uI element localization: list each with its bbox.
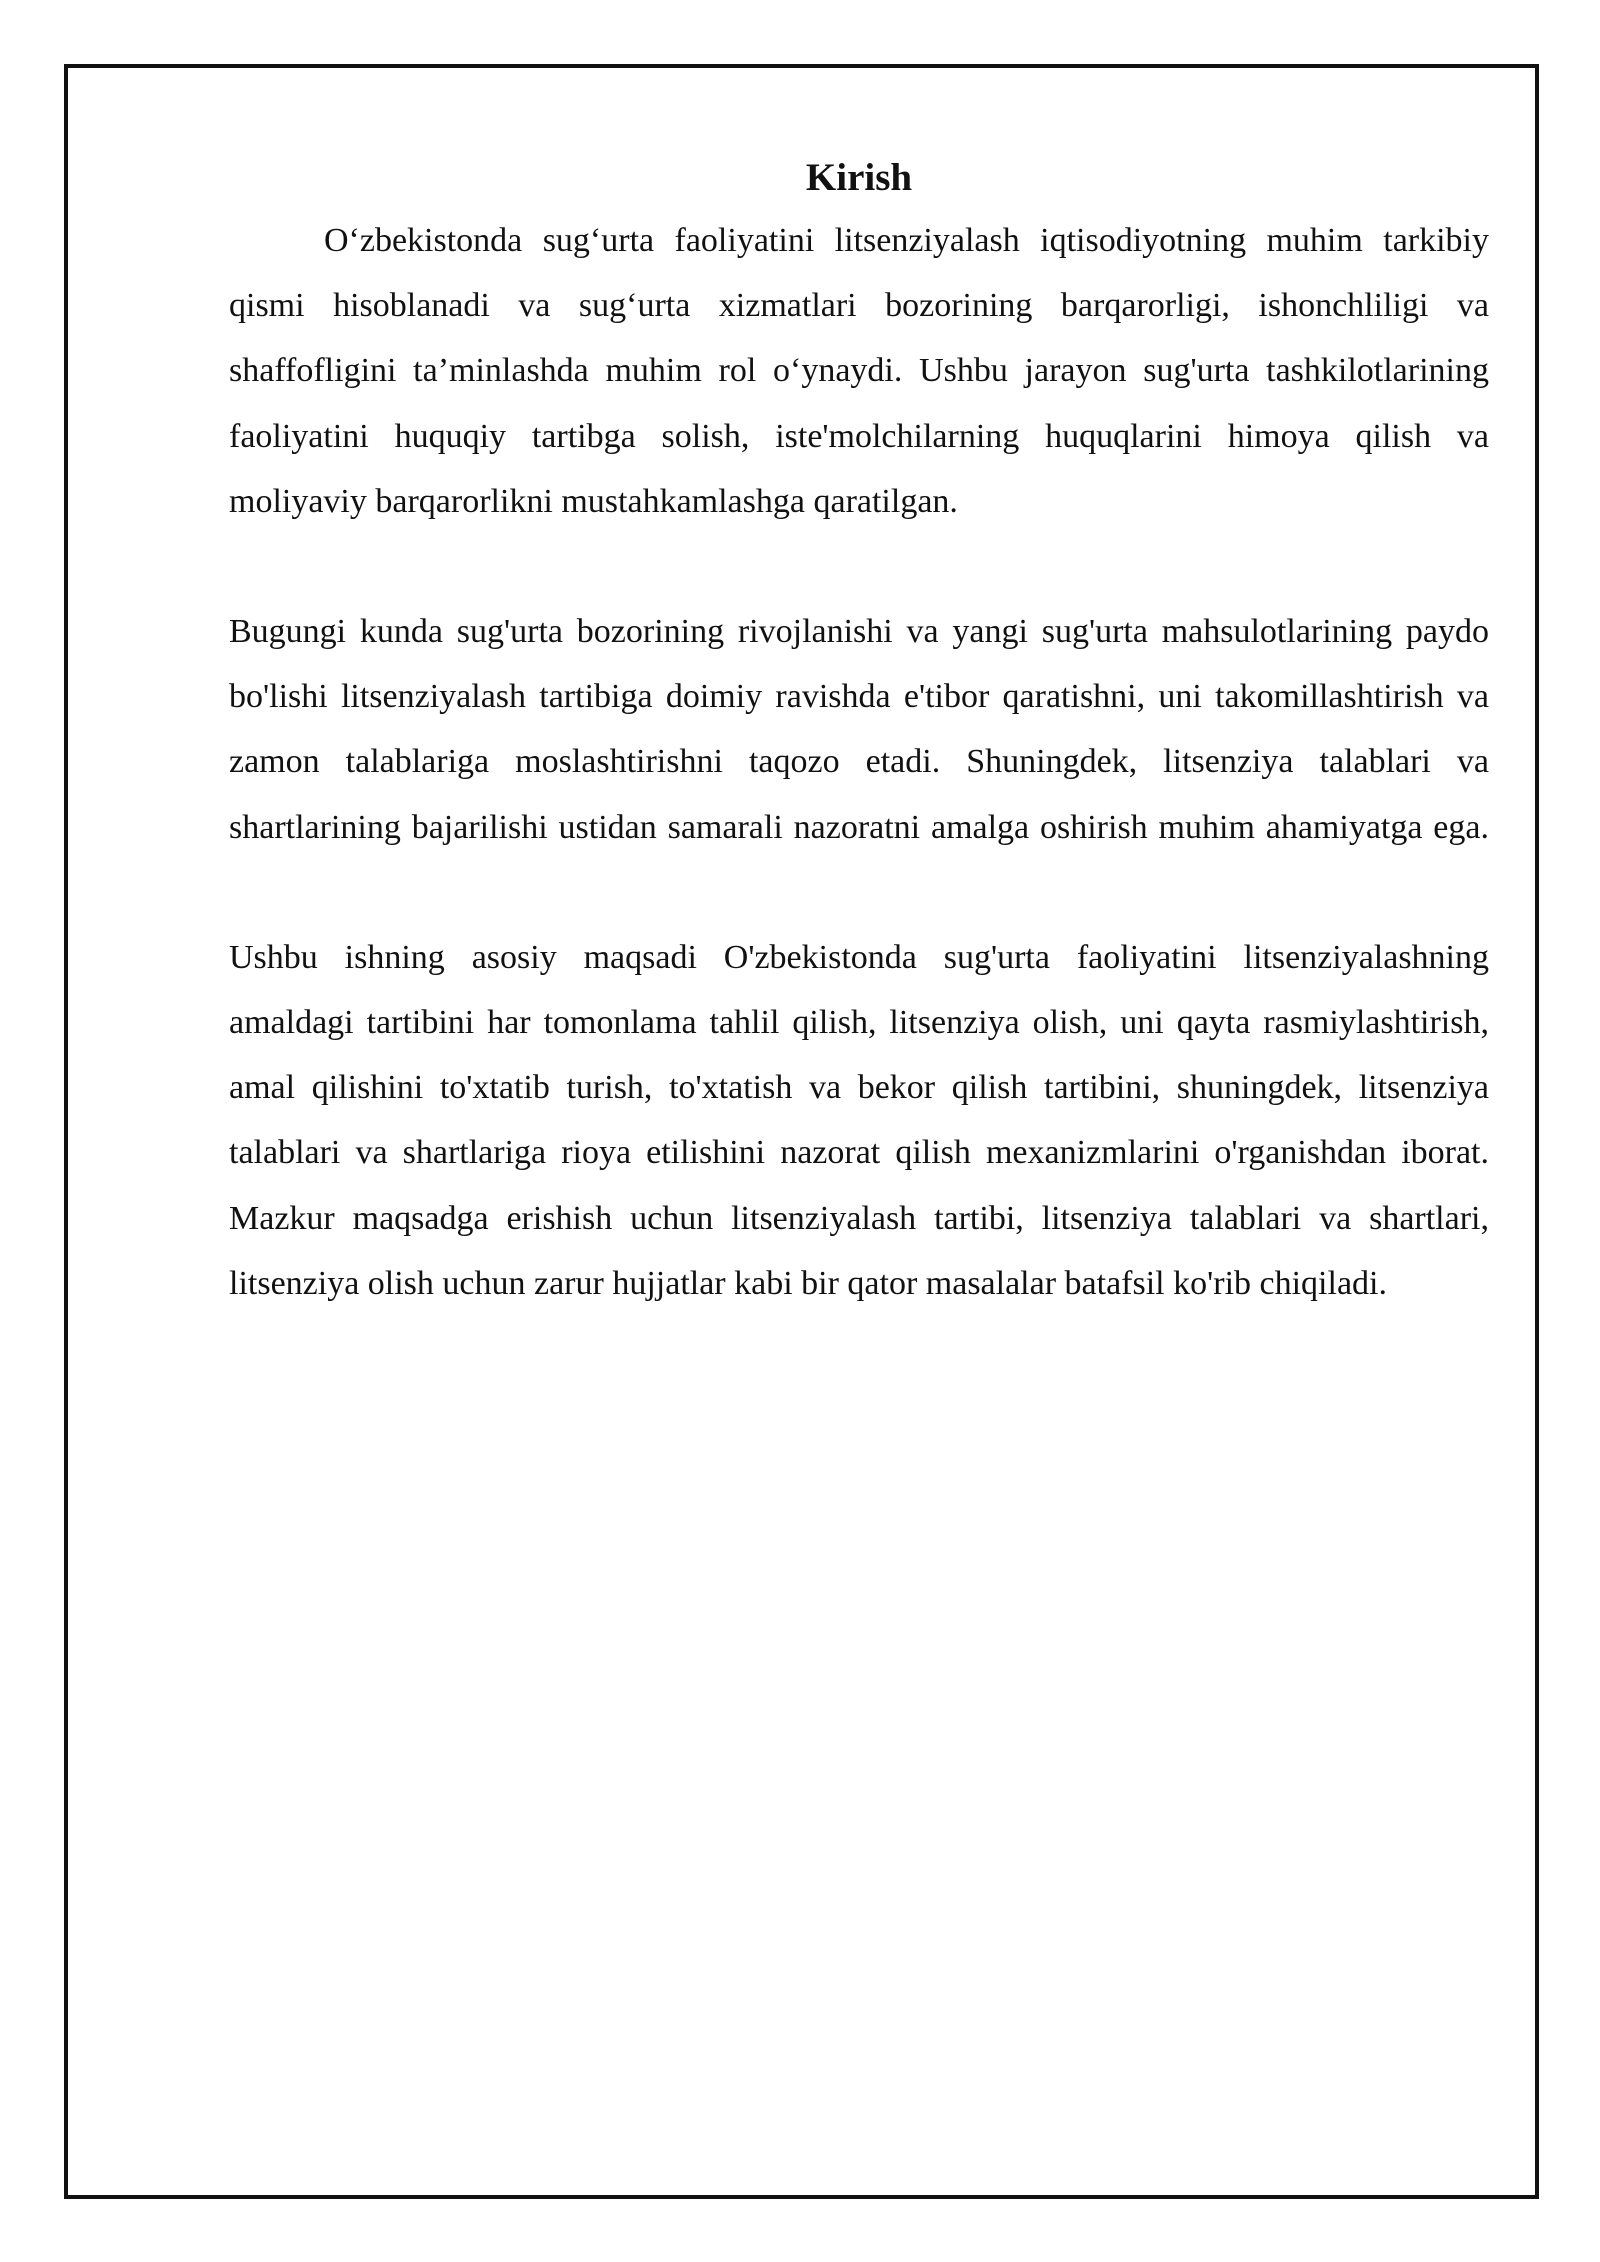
paragraph-spacer [229,860,1489,925]
document-title: Kirish [805,156,913,199]
paragraph-1: O‘zbekistonda sug‘urta faoliyatini litsenziyalash iqtisodiyotning muhim tarkibiy qismi hisoblanadi va sug‘urta xizmatlari bozorining barqarorligi, ishonchliligi va shaffofligini ta’minlashda muhim rol o‘ynaydi. Ushbu jarayon sug'urta tashkilotlarining faoliyatini huquqiy tartibga solish, iste'molchilarning huquqlarini himoya qilish va moliyaviy barqarorlikni mustahkamlashga qaratilgan. [229,222,1489,520]
paragraph-spacer [229,534,1489,599]
paragraph-2: Bugungi kunda sug'urta bozorining rivojlanishi va yangi sug'urta mahsulotlarining paydo bo'lishi litsenziyalash tartibiga doimiy ravishda e'tibor qaratishni, uni takomillashtirish va zamon talablariga moslashtirishni taqozo etadi. Shuningdek, litsenziya talablari va shartlarining bajarilishi ustidan samarali nazoratni amalga oshirish muhim ahamiyatga ega. [229,613,1489,846]
paragraph-3: Ushbu ishning asosiy maqsadi O'zbekistonda sug'urta faoliyatini litsenziyalashning amaldagi tartibini har tomonlama tahlil qilish, litsenziya olish, uni qayta rasmiylashtirish, amal qilishini to'xtatib turish, to'xtatish va bekor qilish tartibini, shuningdek, litsenziya talablari va shartlariga rioya etilishini nazorat qilish mexanizmlarini o'rganishdan iborat. Mazkur maqsadga erishish uchun litsenziyalash tartibi, litsenziya talablari va shartlari, litsenziya olish uchun zarur hujjatlar kabi bir qator masalalar batafsil ko'rib chiqiladi. [229,938,1489,1302]
document-body [229,148,1489,1316]
